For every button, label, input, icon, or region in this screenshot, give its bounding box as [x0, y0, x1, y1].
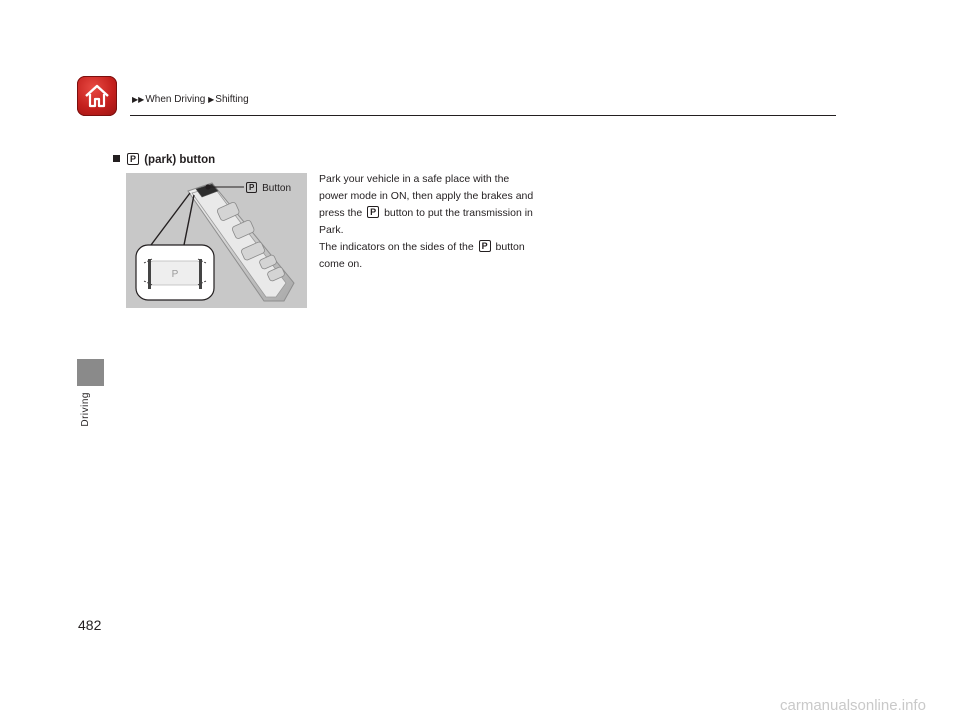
park-key-symbol: P — [367, 206, 379, 218]
home-icon — [83, 82, 111, 110]
body-line: press the P button to put the transmission in — [319, 207, 533, 219]
body-line: come on. — [319, 258, 363, 270]
chapter-tab[interactable] — [77, 359, 104, 386]
breadcrumb-link-when-driving[interactable]: When Driving — [145, 94, 206, 105]
page-number: 482 — [78, 617, 102, 633]
breadcrumb — [132, 94, 249, 105]
header-divider — [130, 115, 836, 116]
park-key-symbol: P — [479, 240, 491, 252]
body-line: Park. — [319, 224, 344, 236]
breadcrumb-link-shifting[interactable]: Shifting — [215, 94, 249, 105]
inset-park-letter: P — [171, 269, 179, 280]
body-paragraph — [319, 171, 559, 273]
park-key-symbol: P — [127, 153, 139, 165]
body-line: Park your vehicle in a safe place with the — [319, 173, 510, 185]
arrow-right-icon: ▶▶ — [132, 95, 145, 104]
square-bullet-icon — [113, 155, 120, 162]
section-title-text: (park) button — [144, 154, 216, 166]
home-button[interactable] — [77, 76, 117, 116]
body-line: The indicators on the sides of the P button — [319, 241, 525, 253]
callout-text: Button — [262, 183, 292, 194]
section-title — [113, 153, 215, 166]
arrow-right-icon: ▶ — [208, 95, 215, 104]
watermark: carmanualsonline.info — [780, 697, 926, 714]
button-callout-label — [244, 182, 291, 194]
chapter-label: Driving — [80, 392, 91, 427]
body-line: power mode in ON, then apply the brakes and — [319, 190, 534, 202]
park-key-symbol: P — [246, 182, 257, 193]
